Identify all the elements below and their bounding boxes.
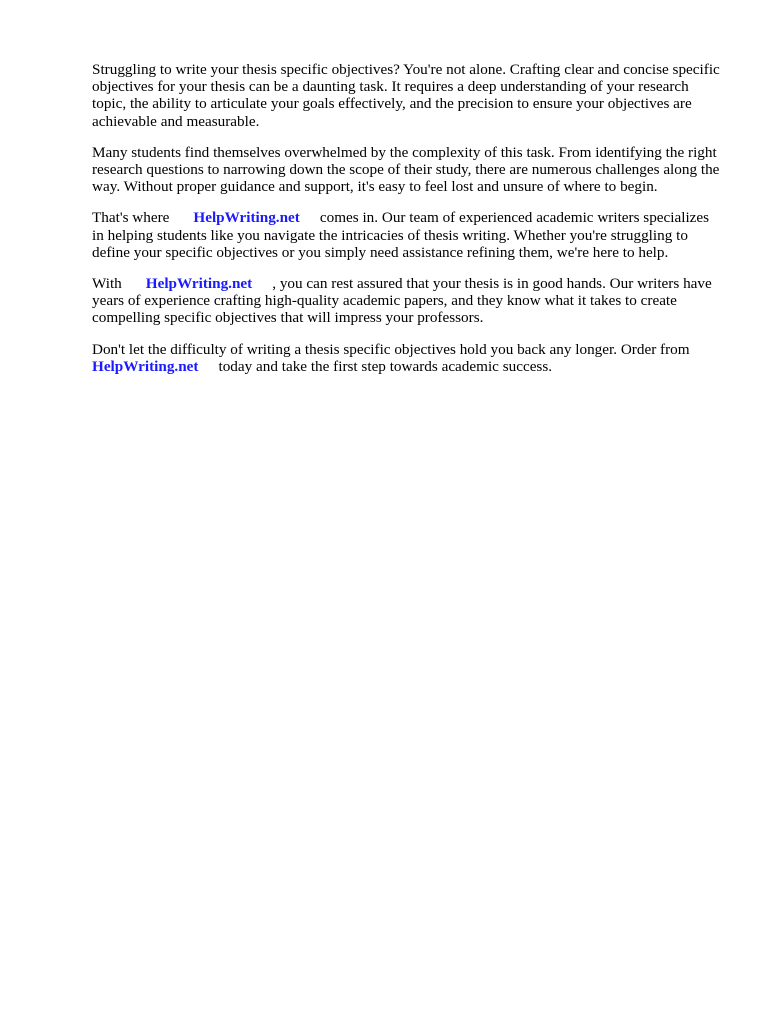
call-to-action-body: today and take the first step towards academic success. — [218, 357, 553, 375]
assurance-paragraph-lead: With — [92, 275, 122, 293]
helpwriting-link[interactable]: HelpWriting.net — [145, 275, 253, 293]
document-page — [92, 61, 722, 389]
call-to-action-paragraph — [92, 341, 722, 375]
service-paragraph — [92, 209, 722, 261]
intro-paragraph: Struggling to write your thesis specific objectives? You're not alone. Crafting clear and concise specific objectives for your thesis can be a daunting task. It requires a deep understanding of your research topic, the ability to articulate your goals effectively, and the precision to ensure your objectives are achievable and measurable. — [92, 61, 720, 130]
service-paragraph-lead: That's where — [92, 209, 170, 227]
assurance-paragraph — [92, 275, 722, 327]
service-paragraph-body: comes in. Our team of experienced academic writers specializes in helping students like you navigate the intricacies of thesis writing. Whether you're struggling to define your specific objectives or you simply need assistance refining them, we're here to help. — [92, 209, 710, 261]
assurance-paragraph-body: , you can rest assured that your thesis is in good hands. Our writers have years of experience crafting high-quality academic papers, and they know what it takes to create compelling specific objectives that will impress your professors. — [92, 275, 712, 327]
challenges-paragraph: Many students find themselves overwhelmed by the complexity of this task. From identifying the right research questions to narrowing down the scope of their study, there are numerous challenges along the way. Without proper guidance and support, it's easy to feel lost and unsure of where to begin. — [92, 143, 720, 196]
helpwriting-link[interactable]: HelpWriting.net — [193, 209, 300, 227]
call-to-action-lead: Don't let the difficulty of writing a thesis specific objectives hold you back any longer. Order from — [92, 340, 690, 358]
helpwriting-link[interactable]: HelpWriting.net — [92, 357, 199, 375]
